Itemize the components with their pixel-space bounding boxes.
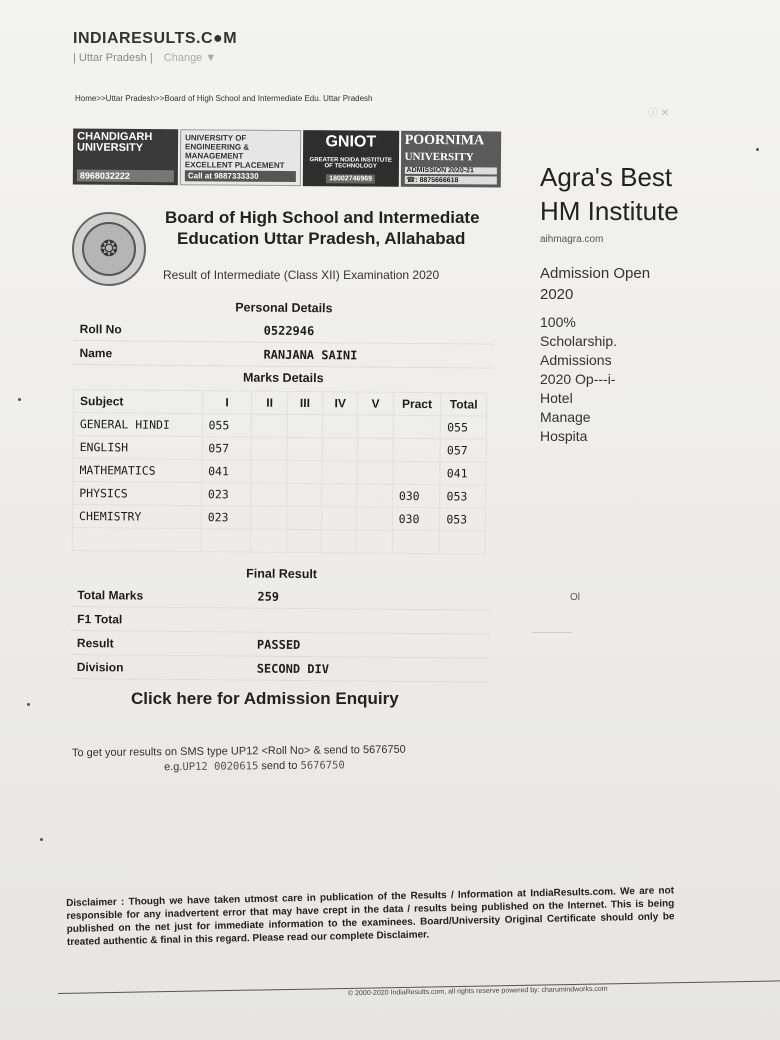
side-ad-line: Admissions [540, 352, 612, 368]
paper-speck [18, 398, 21, 401]
banner-ad[interactable] [73, 129, 501, 188]
roll-value: 0522946 [263, 323, 315, 338]
state-selector [73, 52, 216, 64]
admission-enquiry-link[interactable]: Click here for Admission Enquiry [131, 689, 399, 708]
board-title-line1: Board of High School and Intermediate [165, 208, 480, 227]
ad3-line2: GREATER NOIDA INSTITUTE OF TECHNOLOGY [309, 156, 392, 170]
table-cell: 057 [440, 439, 486, 462]
side-ad-title[interactable]: Agra's Best HM Institute [540, 162, 679, 226]
ad-chandigarh-university[interactable] [73, 129, 178, 186]
table-cell [357, 530, 392, 553]
table-cell [251, 460, 286, 483]
sms-number: 5676750 [300, 759, 345, 772]
ad3-phone: 18002746969 [326, 174, 375, 183]
sms-info [72, 742, 490, 776]
table-cell: 055 [202, 414, 252, 437]
table-cell: 041 [440, 462, 486, 485]
roll-label: Roll No [79, 321, 122, 336]
marks-body [72, 412, 486, 554]
ad2-line2: ENGINEERING & [185, 142, 250, 152]
result-value: PASSED [256, 637, 301, 652]
col-total: Total [441, 393, 487, 416]
side-ad-line: Hotel [540, 390, 573, 406]
table-row [72, 527, 485, 554]
breadcrumb[interactable]: Home>>Uttar Pradesh>>Board of High School and Intermediate Edu. Uttar Pradesh [75, 94, 373, 103]
col-ii: II [252, 391, 287, 414]
table-cell: 030 [392, 484, 440, 507]
table-cell [357, 461, 392, 484]
table-cell [286, 506, 321, 529]
table-cell [393, 438, 441, 461]
division-value: SECOND DIV [256, 661, 330, 676]
table-cell [393, 415, 441, 438]
col-v: V [358, 392, 393, 415]
paper-speck [27, 703, 30, 706]
name-row [73, 341, 493, 369]
col-iv: IV [322, 392, 357, 415]
table-cell [252, 437, 287, 460]
site-logo[interactable]: INDIARESULTS.C●M [73, 30, 238, 47]
side-ad[interactable] [540, 160, 680, 603]
total-row [71, 583, 491, 611]
copyright-text: © 2000-2020 IndiaResults.com, all rights reserve powered by: charumindworks.com [347, 985, 608, 998]
table-cell [287, 437, 322, 460]
table-cell [358, 415, 393, 438]
division-row [71, 655, 491, 683]
total-value: 259 [257, 589, 280, 604]
ad4-line1: POORNIMA [404, 132, 485, 149]
table-cell [251, 506, 286, 529]
seal-emblem-icon: ❂ [82, 222, 136, 276]
col-pract: Pract [393, 392, 441, 415]
table-cell: 041 [202, 460, 252, 483]
table-cell: MATHEMATICS [73, 458, 202, 482]
table-cell [440, 531, 486, 554]
result-row [71, 631, 491, 659]
table-cell [322, 461, 357, 484]
table-cell: ENGLISH [73, 435, 202, 459]
table-cell [286, 529, 321, 552]
sms-prefix: e.g. [164, 761, 183, 774]
table-cell [286, 483, 321, 506]
final-result-heading: Final Result [246, 566, 318, 582]
side-ad-body [540, 313, 630, 446]
ad1-line1: CHANDIGARH [77, 130, 153, 144]
name-value: RANJANA SAINI [263, 347, 358, 362]
ad4-line2: UNIVERSITY [404, 151, 474, 164]
exam-title: Result of Intermediate (Class XII) Examination 2020 [163, 268, 440, 282]
col-subject: Subject [73, 390, 202, 414]
table-cell [357, 484, 392, 507]
board-title-line2: Education Uttar Pradesh, Allahabad [177, 229, 466, 248]
col-iii: III [287, 391, 322, 414]
table-cell [392, 530, 440, 553]
table-cell: CHEMISTRY [72, 504, 201, 528]
table-cell [287, 460, 322, 483]
table-cell [322, 484, 357, 507]
ad-close-icon[interactable]: ⓘ ✕ [648, 108, 670, 119]
col-i: I [202, 391, 252, 414]
table-cell [321, 507, 356, 530]
ad-poornima[interactable] [400, 131, 501, 188]
table-cell [322, 438, 357, 461]
ad4-phone: ☎: 8875666618 [404, 176, 496, 185]
sms-example: UP12 0020615 [182, 760, 259, 774]
table-cell [392, 461, 440, 484]
result-label: Result [76, 635, 114, 650]
ad2-line3: MANAGEMENT [184, 151, 244, 161]
table-cell: 053 [440, 485, 486, 508]
total-label: Total Marks [77, 587, 144, 603]
table-cell: 057 [202, 437, 252, 460]
board-seal-icon [72, 212, 146, 286]
table-cell [251, 483, 286, 506]
f1-label: F1 Total [77, 611, 123, 626]
table-cell [357, 438, 392, 461]
ad2-line4: EXCELLENT PLACEMENT [184, 160, 285, 170]
paper-speck [40, 838, 43, 841]
table-cell [357, 507, 392, 530]
side-ad-line: Manage [540, 409, 591, 425]
marks-table [72, 389, 487, 555]
division-label: Division [76, 659, 124, 674]
ad1-phone: 8968032222 [77, 170, 174, 183]
sms-line1: To get your results on SMS type UP12 <Roll No> & send to 5676750 [71, 743, 406, 760]
paper-speck [756, 148, 759, 151]
table-cell: 023 [201, 483, 251, 506]
table-cell: 023 [201, 506, 251, 529]
board-title [165, 207, 505, 249]
table-cell [72, 527, 201, 551]
ad1-line2: UNIVERSITY [77, 141, 144, 154]
table-cell: PHYSICS [73, 481, 202, 505]
side-ad-divider [532, 632, 572, 633]
sms-mid: send to [258, 759, 301, 773]
marks-details-heading: Marks Details [242, 370, 324, 386]
table-cell [287, 414, 322, 437]
side-ad-line: Hospita [540, 428, 588, 444]
table-cell: 030 [392, 507, 440, 530]
ad3-line1: GNIOT [325, 133, 377, 151]
ad2-line1: UNIVERSITY OF [185, 133, 247, 143]
roll-row [74, 317, 494, 345]
f1-row [71, 607, 491, 635]
table-cell: 055 [441, 416, 487, 439]
table-cell [322, 415, 357, 438]
side-ad-line: 100% [540, 314, 576, 330]
disclaimer-text: Disclaimer : Though we have taken utmost care in publication of the Results / Information at IndiaResults.com. We are not responsible for any inadvertent error that may have crept in the data / results being published on the Internet. This is being published on the net just for immediate information to the examinees. Board/University Original Certificate should only be treated authentic & final in this regard. Please read our complete Disclaimer. [66, 885, 675, 948]
table-cell: GENERAL HINDI [73, 412, 202, 436]
table-cell [252, 414, 287, 437]
side-ad-line: Scholarship. [540, 333, 618, 349]
table-cell [201, 529, 251, 552]
ad2-phone: Call at 9887333330 [185, 170, 296, 182]
side-ad-line: 2020 Op---i- [540, 371, 616, 387]
result-sheet [71, 295, 494, 683]
side-ad-url[interactable]: aihmagra.com [540, 234, 604, 245]
final-result-section [71, 561, 492, 683]
name-label: Name [79, 345, 113, 360]
side-ad-fragment: Ol [570, 592, 580, 603]
side-ad-open: Admission Open 2020 [540, 265, 651, 303]
change-state-link[interactable]: Change ▼ [163, 52, 217, 64]
ad-uem[interactable] [180, 129, 301, 186]
table-cell: 053 [440, 508, 486, 531]
personal-details-heading: Personal Details [235, 300, 333, 316]
table-cell [321, 530, 356, 553]
table-cell [251, 529, 286, 552]
ad-gniot[interactable] [303, 130, 399, 187]
ad4-line3: ADMISSION 2020-21 [405, 166, 497, 174]
state-label: | Uttar Pradesh | [73, 52, 153, 64]
